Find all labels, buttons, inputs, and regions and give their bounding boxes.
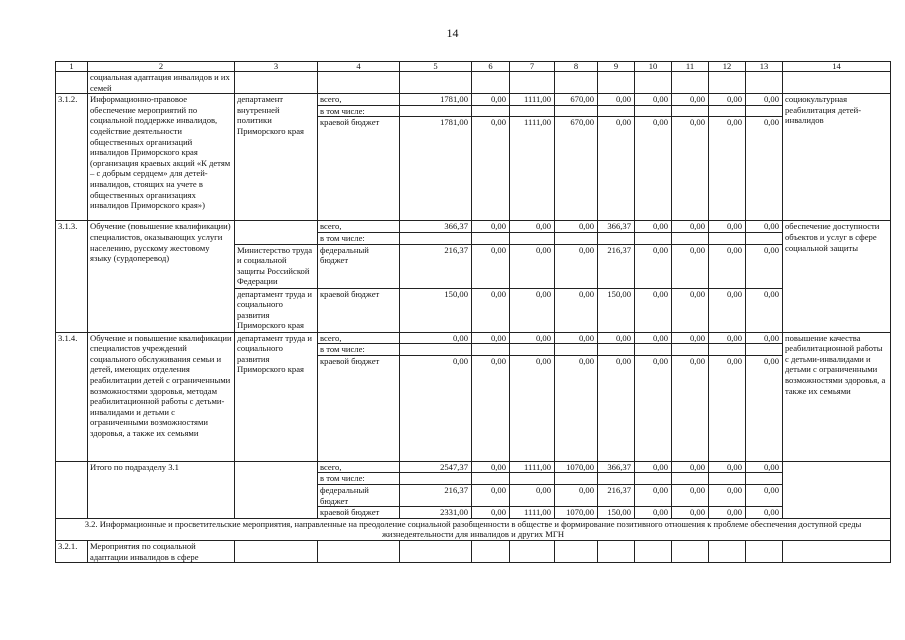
value-cell: 1070,00 bbox=[555, 461, 598, 473]
col-header: 12 bbox=[709, 62, 746, 72]
value-cell: 0,00 bbox=[709, 288, 746, 332]
value-cell: 0,00 bbox=[400, 355, 472, 461]
executor-cell: департамент труда и социального развития Приморского края bbox=[235, 332, 318, 461]
value-cell: 0,00 bbox=[555, 244, 598, 288]
value-cell: 0,00 bbox=[709, 244, 746, 288]
value-cell: 216,37 bbox=[400, 244, 472, 288]
value-cell: 366,37 bbox=[400, 221, 472, 233]
value-cell: 216,37 bbox=[598, 484, 635, 506]
value-cell: 0,00 bbox=[635, 117, 672, 221]
value-cell: 1111,00 bbox=[510, 117, 555, 221]
table-row bbox=[56, 94, 891, 106]
value-cell: 0,00 bbox=[635, 244, 672, 288]
value-cell: 0,00 bbox=[472, 484, 510, 506]
value-cell: 0,00 bbox=[635, 484, 672, 506]
col-header: 6 bbox=[472, 62, 510, 72]
value-cell: 0,00 bbox=[555, 355, 598, 461]
value-cell: 0,00 bbox=[598, 94, 635, 106]
result-cell: повышение качества реабилитационной работы с детьми-инвалидами и детьми с ограниченными возможностями здоровья, а также их семьями bbox=[783, 332, 891, 461]
col-header: 2 bbox=[88, 62, 235, 72]
source-cell: в том числе: bbox=[318, 105, 400, 117]
subtotal-label: Итого по подразделу 3.1 bbox=[88, 461, 235, 518]
value-cell: 1111,00 bbox=[510, 94, 555, 106]
value-cell: 0,00 bbox=[672, 94, 709, 106]
value-cell: 2331,00 bbox=[400, 507, 472, 519]
value-cell: 0,00 bbox=[555, 288, 598, 332]
value-cell: 2547,37 bbox=[400, 461, 472, 473]
value-cell: 216,37 bbox=[598, 244, 635, 288]
table-row bbox=[56, 72, 891, 94]
value-cell: 0,00 bbox=[709, 221, 746, 233]
value-cell: 0,00 bbox=[709, 355, 746, 461]
value-cell: 0,00 bbox=[672, 288, 709, 332]
source-cell: краевой бюджет bbox=[318, 117, 400, 221]
source-cell: в том числе: bbox=[318, 473, 400, 485]
table-row bbox=[56, 332, 891, 344]
value-cell: 0,00 bbox=[510, 221, 555, 233]
value-cell: 0,00 bbox=[400, 332, 472, 344]
activity-cell: Мероприятия по социальной адаптации инвалидов в сфере bbox=[88, 540, 235, 562]
value-cell: 0,00 bbox=[672, 221, 709, 233]
value-cell: 0,00 bbox=[510, 332, 555, 344]
value-cell: 0,00 bbox=[746, 461, 783, 473]
item-code: 3.2.1. bbox=[56, 540, 88, 562]
value-cell: 0,00 bbox=[746, 332, 783, 344]
value-cell: 0,00 bbox=[635, 288, 672, 332]
activity-cell: Обучение и повышение квалификации специалистов учреждений социального обслуживания семьи и детей, имеющих отделения реабилитации детей с ограниченными возможностями здоровья, методам реабилитационной работы с детьми-инвалидами и детьми с ограниченными возможностями здоровья, а также их семьями bbox=[88, 332, 235, 461]
col-header: 9 bbox=[598, 62, 635, 72]
col-header: 1 bbox=[56, 62, 88, 72]
value-cell: 0,00 bbox=[635, 332, 672, 344]
section-title: 3.2. Информационные и просветительские мероприятия, направленные на преодоление социальной разобщенности в обществе и формирование позитивного отношения к проблеме обеспечения доступной среды жизнедеятельности для инвалидов и других МГН bbox=[56, 518, 891, 540]
value-cell: 0,00 bbox=[746, 117, 783, 221]
value-cell: 0,00 bbox=[510, 484, 555, 506]
value-cell: 0,00 bbox=[472, 461, 510, 473]
value-cell: 0,00 bbox=[598, 332, 635, 344]
source-cell: федеральный бюджет bbox=[318, 484, 400, 506]
table-row bbox=[56, 461, 891, 473]
value-cell: 670,00 bbox=[555, 94, 598, 106]
source-cell: в том числе: bbox=[318, 344, 400, 356]
value-cell: 150,00 bbox=[598, 507, 635, 519]
value-cell: 0,00 bbox=[709, 507, 746, 519]
value-cell: 0,00 bbox=[672, 484, 709, 506]
value-cell: 1781,00 bbox=[400, 94, 472, 106]
value-cell: 0,00 bbox=[472, 117, 510, 221]
value-cell: 0,00 bbox=[472, 355, 510, 461]
value-cell: 0,00 bbox=[746, 288, 783, 332]
item-code: 3.1.2. bbox=[56, 94, 88, 221]
value-cell: 1781,00 bbox=[400, 117, 472, 221]
value-cell: 0,00 bbox=[598, 117, 635, 221]
value-cell: 670,00 bbox=[555, 117, 598, 221]
value-cell: 0,00 bbox=[672, 507, 709, 519]
value-cell: 0,00 bbox=[672, 244, 709, 288]
activity-cell: социальная адаптация инвалидов и их семей bbox=[88, 72, 235, 94]
item-code: 3.1.3. bbox=[56, 221, 88, 332]
value-cell: 0,00 bbox=[672, 461, 709, 473]
value-cell: 0,00 bbox=[510, 244, 555, 288]
source-cell: всего, bbox=[318, 332, 400, 344]
value-cell: 366,37 bbox=[598, 461, 635, 473]
activity-cell: Обучение (повышение квалификации) специалистов, оказывающих услуги населению, русскому жестовому языку (сурдоперевод) bbox=[88, 221, 235, 332]
executor-cell: Министерство труда и социальной защиты Российской Федерации bbox=[235, 244, 318, 288]
value-cell: 150,00 bbox=[400, 288, 472, 332]
source-cell: всего, bbox=[318, 221, 400, 233]
value-cell: 0,00 bbox=[709, 484, 746, 506]
col-header: 5 bbox=[400, 62, 472, 72]
result-cell: социокультурная реабилитация детей-инвалидов bbox=[783, 94, 891, 221]
item-code: 3.1.4. bbox=[56, 332, 88, 461]
col-header: 8 bbox=[555, 62, 598, 72]
value-cell: 0,00 bbox=[746, 221, 783, 233]
source-cell: в том числе: bbox=[318, 232, 400, 244]
value-cell: 0,00 bbox=[635, 94, 672, 106]
value-cell: 0,00 bbox=[746, 94, 783, 106]
table-row bbox=[56, 540, 891, 562]
value-cell: 0,00 bbox=[472, 332, 510, 344]
col-header: 11 bbox=[672, 62, 709, 72]
value-cell: 1111,00 bbox=[510, 461, 555, 473]
value-cell: 0,00 bbox=[635, 355, 672, 461]
value-cell: 0,00 bbox=[598, 355, 635, 461]
value-cell: 0,00 bbox=[635, 221, 672, 233]
value-cell: 0,00 bbox=[635, 507, 672, 519]
source-cell: краевой бюджет bbox=[318, 355, 400, 461]
result-cell: обеспечение доступности объектов и услуг в сфере социальной защиты bbox=[783, 221, 891, 332]
executor-cell: департамент труда и социального развития Приморского края bbox=[235, 288, 318, 332]
col-header: 7 bbox=[510, 62, 555, 72]
col-header: 10 bbox=[635, 62, 672, 72]
value-cell: 0,00 bbox=[672, 117, 709, 221]
col-header: 14 bbox=[783, 62, 891, 72]
value-cell: 0,00 bbox=[672, 355, 709, 461]
source-cell: всего, bbox=[318, 94, 400, 106]
value-cell: 0,00 bbox=[555, 484, 598, 506]
page-number: 14 bbox=[446, 26, 459, 40]
section-row bbox=[56, 518, 891, 540]
value-cell: 0,00 bbox=[746, 355, 783, 461]
value-cell: 0,00 bbox=[746, 244, 783, 288]
value-cell: 0,00 bbox=[510, 288, 555, 332]
value-cell: 0,00 bbox=[555, 221, 598, 233]
value-cell: 0,00 bbox=[709, 461, 746, 473]
value-cell: 0,00 bbox=[472, 507, 510, 519]
source-cell: краевой бюджет bbox=[318, 288, 400, 332]
col-header: 4 bbox=[318, 62, 400, 72]
value-cell: 0,00 bbox=[709, 94, 746, 106]
activity-cell: Информационно-правовое обеспечение мероприятий по социальной поддержке инвалидов, содействие деятельности общественных организаций инвалидов Приморского края (организация краевых акций «К детям – с добрым сердцем» для детей-инвалидов, стоящих на учете в общественных организациях инвалидов Приморского края») bbox=[88, 94, 235, 221]
value-cell: 1111,00 bbox=[510, 507, 555, 519]
value-cell: 0,00 bbox=[472, 94, 510, 106]
source-cell: всего, bbox=[318, 461, 400, 473]
table-row bbox=[56, 221, 891, 233]
value-cell: 0,00 bbox=[746, 507, 783, 519]
source-cell: краевой бюджет bbox=[318, 507, 400, 519]
value-cell: 0,00 bbox=[472, 288, 510, 332]
value-cell: 0,00 bbox=[555, 332, 598, 344]
value-cell: 0,00 bbox=[472, 221, 510, 233]
value-cell: 0,00 bbox=[709, 117, 746, 221]
value-cell: 150,00 bbox=[598, 288, 635, 332]
value-cell: 366,37 bbox=[598, 221, 635, 233]
budget-table bbox=[55, 61, 891, 563]
value-cell: 0,00 bbox=[672, 332, 709, 344]
value-cell: 1070,00 bbox=[555, 507, 598, 519]
value-cell: 0,00 bbox=[709, 332, 746, 344]
value-cell: 0,00 bbox=[746, 484, 783, 506]
col-header: 3 bbox=[235, 62, 318, 72]
value-cell: 0,00 bbox=[635, 461, 672, 473]
value-cell: 0,00 bbox=[510, 355, 555, 461]
header-row bbox=[56, 62, 891, 72]
value-cell: 216,37 bbox=[400, 484, 472, 506]
executor-cell: департамент внутренней политики Приморского края bbox=[235, 94, 318, 221]
col-header: 13 bbox=[746, 62, 783, 72]
value-cell: 0,00 bbox=[472, 244, 510, 288]
source-cell: федеральный бюджет bbox=[318, 244, 400, 288]
